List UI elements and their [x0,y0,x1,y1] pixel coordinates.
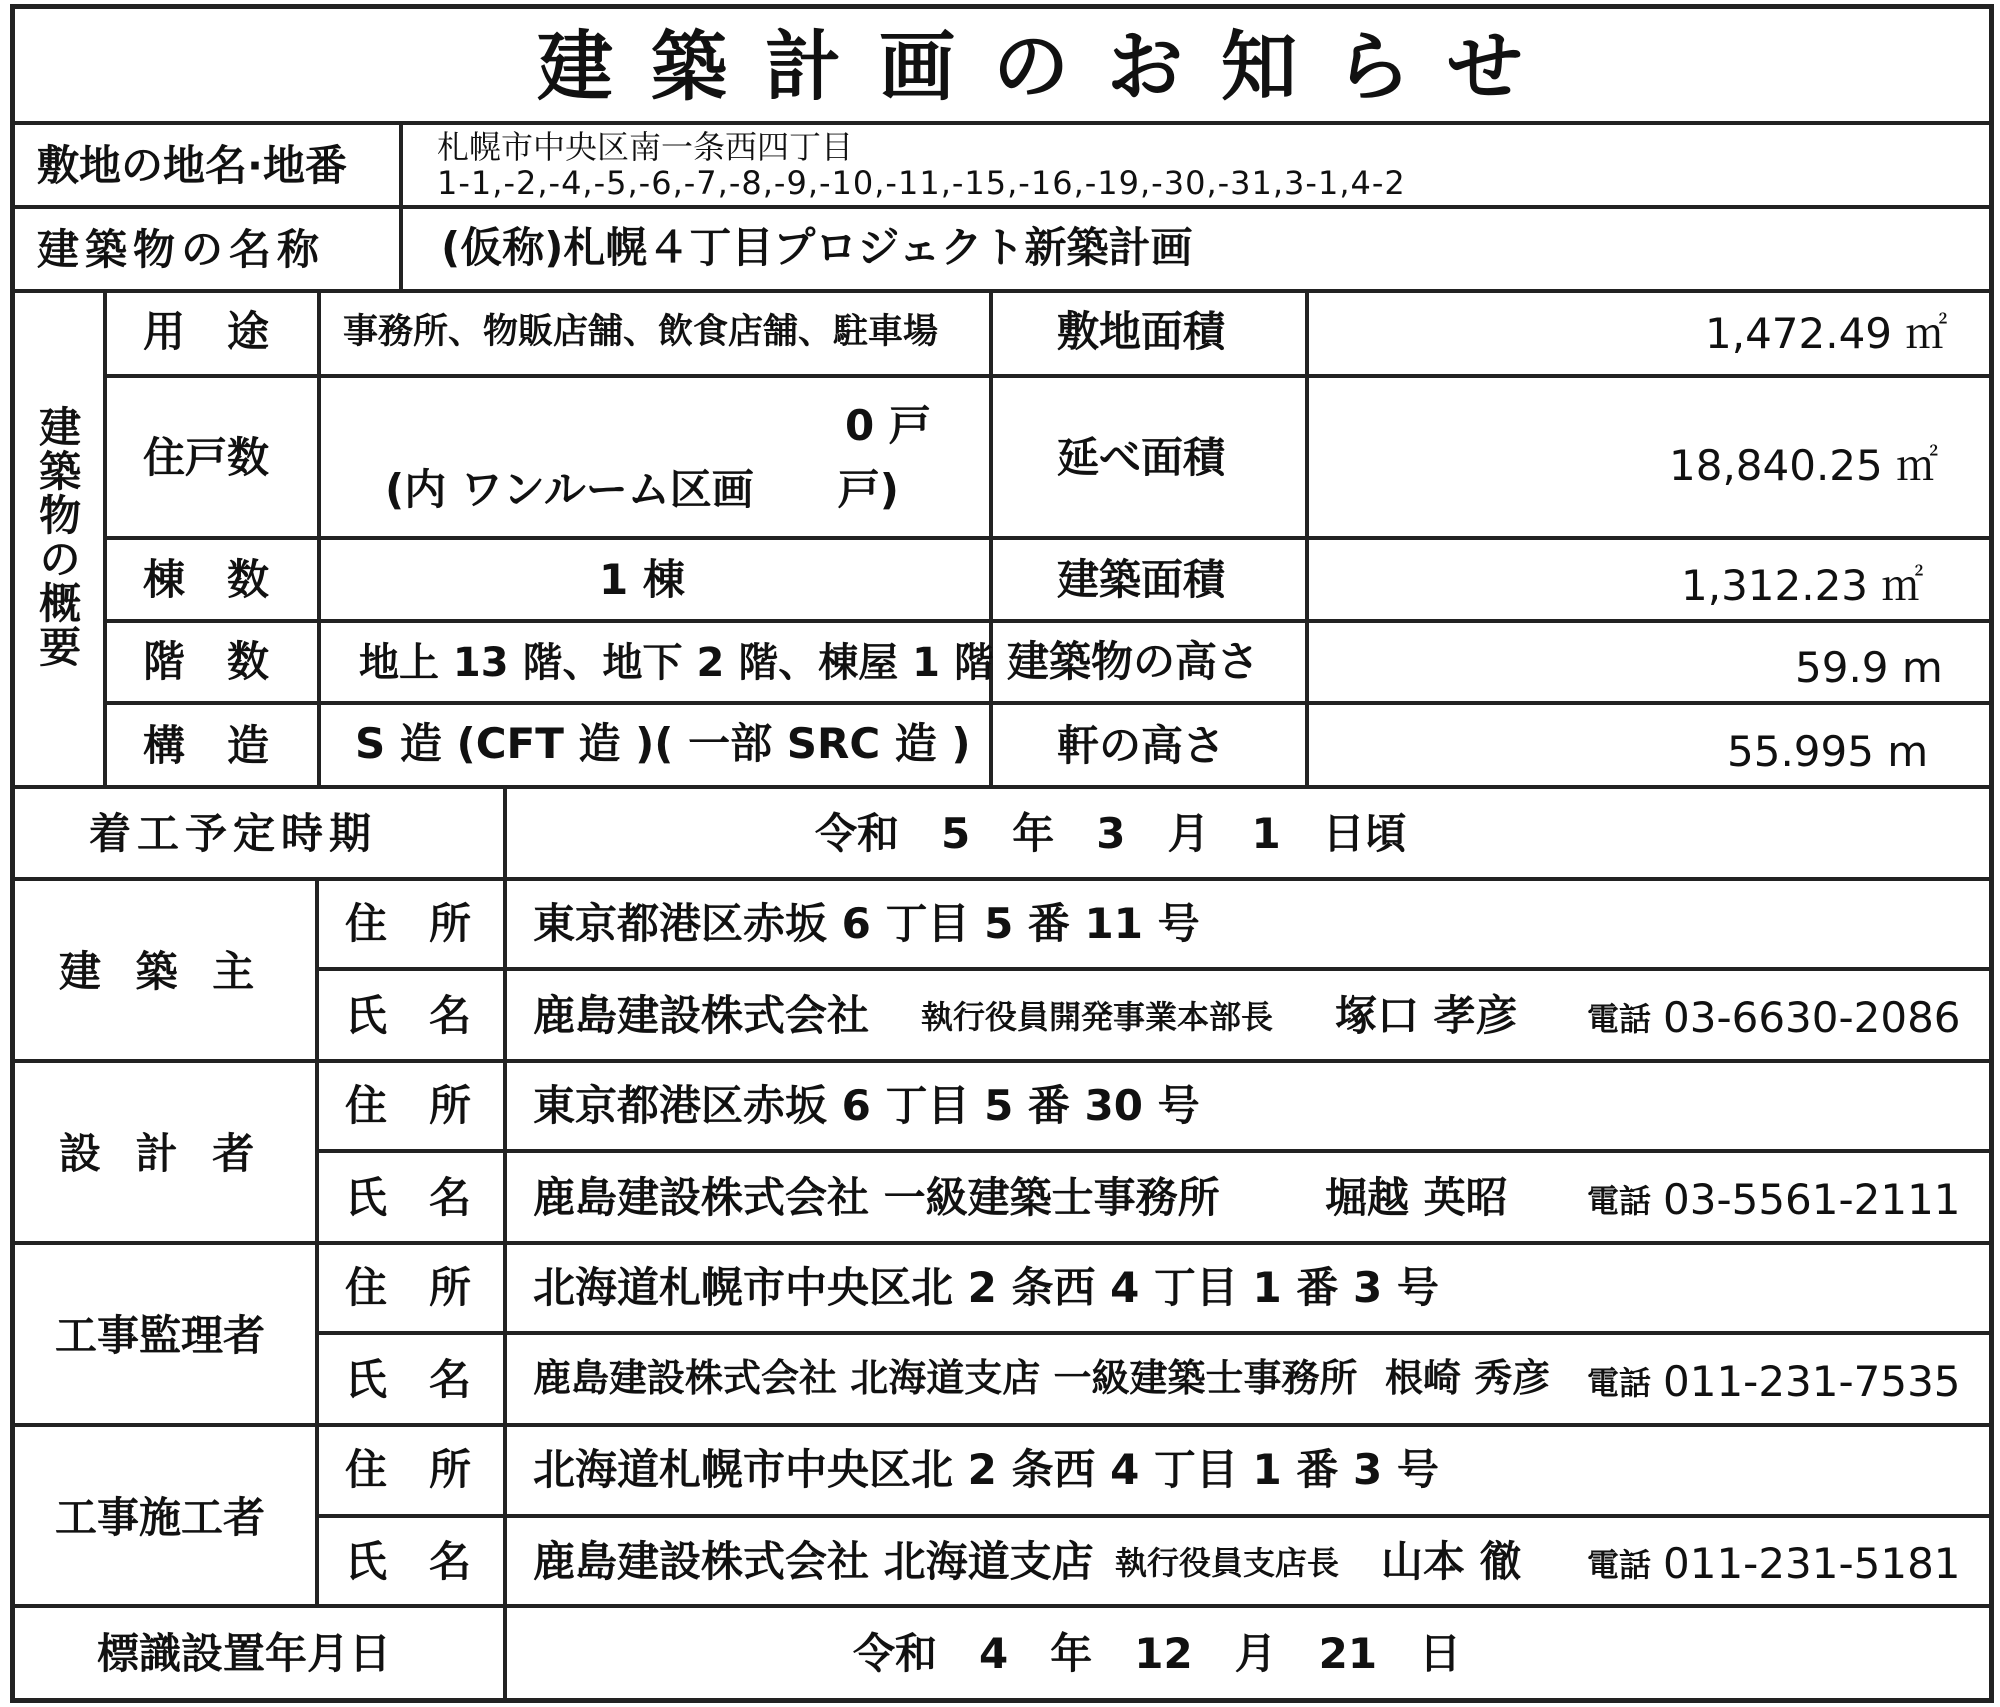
designer-tel-label: 電話 [1587,1182,1652,1220]
supervisor-company: 鹿島建設株式会社 北海道支店 一級建築士事務所 [533,1356,1358,1400]
rule [15,121,1989,125]
supervisor-label: 工事監理者 [55,1311,266,1360]
contractor-tel-label: 電話 [1587,1546,1652,1584]
supervisor-tel: 011-231-7535 [1663,1357,1961,1406]
eaves-label: 軒の高さ [1057,721,1226,770]
sign-date-value: 令和 4 年 12 月 21 日 [853,1629,1462,1678]
building-name-label: 建築物の名称 [37,225,326,274]
start-value: 令和 5 年 3 月 1 日頃 [815,809,1407,858]
supervisor-address-label: 住 所 [345,1263,472,1312]
rule [103,701,1989,705]
rule [103,536,1989,540]
units-value: 0 戸 [845,401,931,450]
building-name-value: (仮称)札幌４丁目プロジェクト新築計画 [441,223,1193,272]
height-value: 59.9 m [1795,643,1943,692]
use-label: 用 途 [143,307,270,356]
rule [15,1241,1989,1245]
rule [103,374,1989,378]
units-oneroom: (内 ワンルーム区画 戸) [385,465,899,514]
rule [503,785,507,1703]
rule [315,877,319,1604]
designer-tel: 03-5561-2111 [1663,1175,1961,1224]
floor-area-label: 延べ面積 [1057,433,1226,482]
eaves-value: 55.995 m [1727,727,1929,776]
supervisor-address: 北海道札幌市中央区北 2 条西 4 丁目 1 番 3 号 [533,1263,1439,1312]
rule [317,289,321,785]
contractor-name-label: 氏 名 [345,1537,472,1586]
contractor-tel: 011-231-5181 [1663,1539,1961,1588]
designer-person: 堀越 英昭 [1325,1173,1508,1222]
site-address-line2: 1-1,-2,-4,-5,-6,-7,-8,-9,-10,-11,-15,-16,-19,-30,-31,3-1,4-2 [437,164,1406,202]
supervisor-person: 根崎 秀彦 [1385,1356,1551,1400]
owner-name-label: 氏 名 [345,991,472,1040]
owner-title: 執行役員開発事業本部長 [921,998,1274,1036]
rule [15,1059,1989,1063]
rule [315,1514,1989,1518]
designer-label: 設 計 者 [59,1129,265,1178]
height-label: 建築物の高さ [1007,637,1260,686]
owner-address-label: 住 所 [345,899,472,948]
rule [15,877,1989,881]
owner-tel-label: 電話 [1587,1000,1652,1038]
contractor-label: 工事施工者 [55,1493,266,1542]
buildings-value: 1 棟 [599,555,685,604]
rule [989,289,993,785]
site-label: 敷地の地名·地番 [37,141,347,190]
units-label: 住戸数 [143,433,270,482]
rule [1305,289,1309,785]
contractor-address: 北海道札幌市中央区北 2 条西 4 丁目 1 番 3 号 [533,1445,1439,1494]
overview-label: 建築物の概要 [33,405,83,669]
site-area-label: 敷地面積 [1057,307,1226,356]
rule [15,1423,1989,1427]
owner-company: 鹿島建設株式会社 [533,991,870,1040]
buildings-label: 棟 数 [143,555,270,604]
rule [15,205,1989,209]
structure-value: S 造 (CFT 造 )( 一部 SRC 造 ) [355,719,971,768]
rule [103,619,1989,623]
contractor-title: 執行役員支店長 [1115,1544,1340,1582]
use-value: 事務所、物販店舗、飲食店舗、駐車場 [343,312,939,352]
owner-tel: 03-6630-2086 [1663,993,1961,1042]
structure-label: 構 造 [143,721,270,770]
floor-area-value: 18,840.25 ㎡ [1669,441,1939,490]
page-title: 建築計画のお知らせ [537,22,1561,111]
start-label: 着工予定時期 [89,809,378,858]
rule [15,289,1989,293]
sign-date-label: 標識設置年月日 [97,1629,392,1678]
building-area-label: 建築面積 [1057,555,1226,604]
rule [315,1149,1989,1153]
building-area-value: 1,312.23 ㎡ [1681,561,1924,610]
designer-address: 東京都港区赤坂 6 丁目 5 番 30 号 [533,1081,1200,1130]
supervisor-tel-label: 電話 [1587,1364,1652,1402]
rule [103,289,107,785]
contractor-address-label: 住 所 [345,1445,472,1494]
floors-label: 階 数 [143,637,270,686]
site-address-line1: 札幌市中央区南一条西四丁目 [437,128,854,166]
supervisor-name-label: 氏 名 [345,1355,472,1404]
designer-name-label: 氏 名 [345,1173,472,1222]
rule [315,967,1989,971]
rule [315,1331,1989,1335]
contractor-company: 鹿島建設株式会社 北海道支店 [533,1537,1094,1586]
site-area-value: 1,472.49 ㎡ [1705,309,1948,358]
contractor-person: 山本 徹 [1381,1537,1522,1586]
designer-address-label: 住 所 [345,1081,472,1130]
owner-address: 東京都港区赤坂 6 丁目 5 番 11 号 [533,899,1200,948]
owner-person: 塚口 孝彦 [1335,991,1518,1040]
rule [15,1604,1989,1608]
rule [399,121,403,289]
floors-value: 地上 13 階、地下 2 階、棟屋 1 階 [359,640,994,686]
designer-company: 鹿島建設株式会社 一級建築士事務所 [533,1173,1220,1222]
notice-board [10,4,1994,1703]
owner-label: 建 築 主 [59,947,265,996]
rule [15,785,1989,789]
